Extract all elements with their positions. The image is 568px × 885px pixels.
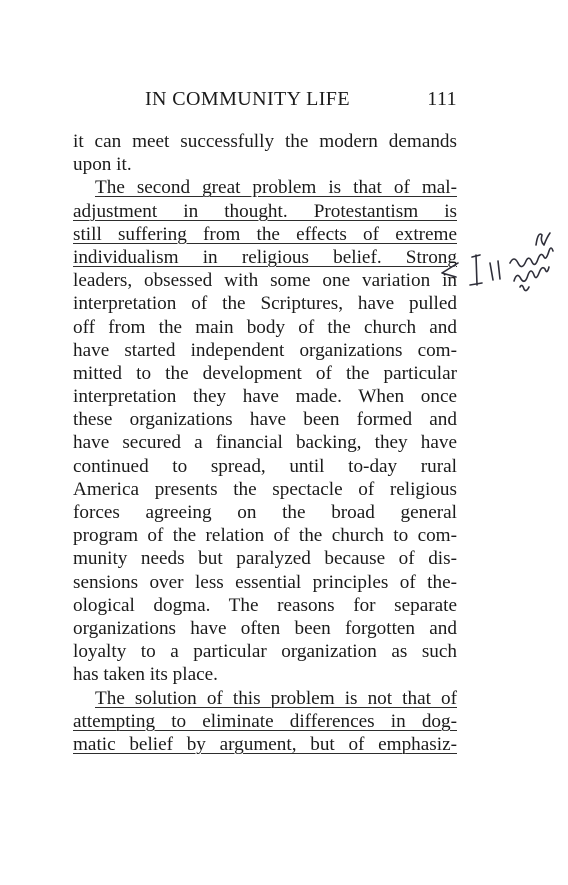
text-line: continued to spread, until to-day rural <box>73 455 457 477</box>
handwritten-margin-note <box>440 185 565 295</box>
text-line: forces agreeing on the broad general <box>73 502 457 523</box>
text-line: ological dogma. The reasons for separate <box>73 594 457 616</box>
text-line: have secured a financial backing, they have <box>73 432 457 454</box>
text-line: program of the relation of the church to com- <box>73 525 457 547</box>
text-line-underlined: matic belief by argument, but of emphasiz- <box>73 733 457 755</box>
text-line: have started independent organizations com- <box>73 339 457 361</box>
text-line: has taken its place. <box>73 664 218 686</box>
body-text <box>73 130 457 756</box>
text-line: it can meet successfully the modern demands <box>73 131 457 152</box>
text-line: upon it. <box>73 154 132 176</box>
text-line: organizations have often been forgotten and <box>73 617 457 639</box>
chapter-title: IN COMMUNITY LIFE <box>145 88 350 110</box>
text-line: America presents the spectacle of religious <box>73 478 457 500</box>
text-line: off from the main body of the church and <box>73 316 457 338</box>
running-head <box>145 88 457 111</box>
text-line-underlined: individualism in religious belief. Strong <box>73 246 457 268</box>
text-line-underlined: still suffering from the effects of extreme <box>73 223 457 245</box>
text-line: interpretation of the Scriptures, have pulled <box>73 293 457 315</box>
ink-stroke <box>514 267 549 281</box>
text-line: interpretation they have made. When once <box>73 386 457 408</box>
text-line: mitted to the development of the particular <box>73 362 457 384</box>
ink-stroke <box>536 233 550 245</box>
ink-stroke <box>470 255 482 285</box>
page-number: 111 <box>427 88 457 110</box>
handwriting-drawing <box>440 185 565 295</box>
text-line-underlined: attempting to eliminate differences in dog- <box>73 710 457 732</box>
ink-stroke <box>510 248 553 267</box>
text-line-underlined: The second great problem is that of mal- <box>95 177 457 199</box>
text-line-underlined: The solution of this problem is not that of <box>95 687 457 709</box>
text-line-underlined: adjustment in thought. Protestantism is <box>73 200 457 222</box>
ink-stroke <box>520 285 529 290</box>
text-line: these organizations have been formed and <box>73 409 457 431</box>
ink-stroke <box>490 261 500 280</box>
text-line: munity needs but paralyzed because of dis- <box>73 548 457 570</box>
text-line: sensions over less essential principles of the- <box>73 571 457 593</box>
text-line: leaders, obsessed with some one variation in <box>73 270 457 292</box>
text-line: loyalty to a particular organization as such <box>73 641 457 663</box>
